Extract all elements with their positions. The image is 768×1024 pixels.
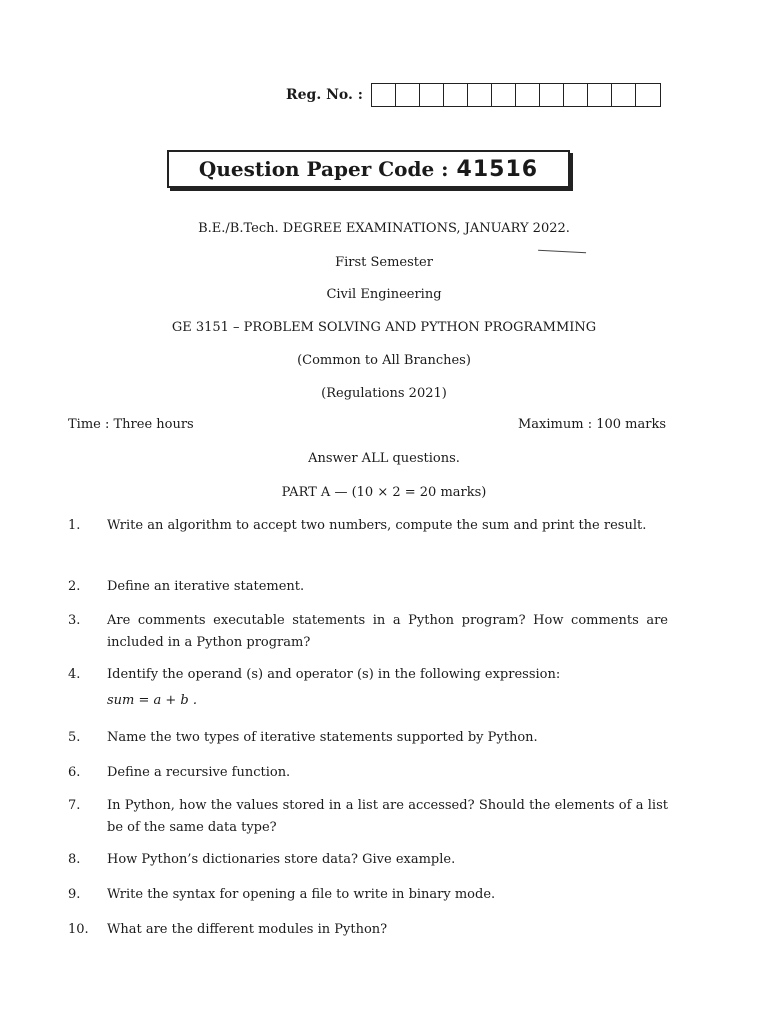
part-heading: PART A — (10 × 2 = 20 marks) — [281, 485, 487, 500]
regulations: (Regulations 2021) — [321, 386, 447, 401]
reg-digit-box[interactable] — [636, 84, 660, 106]
course-title: GE 3151 – PROBLEM SOLVING AND PYTHON PROGRAMMING — [171, 320, 597, 335]
question-text: Write an algorithm to accept two numbers, compute the sum and print the result. — [107, 518, 647, 533]
reg-digit-box[interactable] — [588, 84, 612, 106]
question-text: In Python, how the values stored in a list are accessed? Should the elements of a list be of the same data type? — [107, 798, 668, 835]
reg-digit-box[interactable] — [444, 84, 468, 106]
time-duration: Time : Three hours — [68, 417, 194, 432]
question-number: 8. — [68, 852, 81, 867]
code-value: 41516 — [456, 156, 539, 182]
question-number: 7. — [68, 798, 81, 813]
question-item — [68, 762, 668, 784]
question-item — [68, 884, 668, 906]
question-number: 10. — [68, 922, 89, 937]
question-text: How Python’s dictionaries store data? Give example. — [107, 852, 456, 867]
question-expression: sum = a + b . — [107, 693, 198, 708]
question-item — [68, 515, 668, 537]
reg-number-boxes[interactable] — [371, 83, 661, 107]
question-item — [68, 610, 668, 654]
question-number: 1. — [68, 518, 81, 533]
question-number: 6. — [68, 765, 81, 780]
reg-digit-box[interactable] — [564, 84, 588, 106]
reg-digit-box[interactable] — [612, 84, 636, 106]
question-paper-code-box — [167, 150, 570, 188]
question-item — [68, 576, 668, 598]
question-text: Identify the operand (s) and operator (s) in the following expression: — [107, 667, 561, 682]
question-text: Define a recursive function. — [107, 765, 291, 780]
question-number: 2. — [68, 579, 81, 594]
reg-number-label: Reg. No. : — [286, 87, 363, 103]
question-text: Define an iterative statement. — [107, 579, 305, 594]
reg-digit-box[interactable] — [516, 84, 540, 106]
question-text: Are comments executable statements in a Python program? How comments are included in a Python program? — [107, 613, 668, 650]
exam-title: B.E./B.Tech. DEGREE EXAMINATIONS, JANUARY 2022. — [198, 221, 570, 236]
maximum-marks: Maximum : 100 marks — [517, 417, 666, 432]
question-number: 3. — [68, 613, 81, 628]
reg-number-row — [286, 83, 661, 107]
semester: First Semester — [335, 255, 433, 270]
reg-digit-box[interactable] — [540, 84, 564, 106]
question-text: Write the syntax for opening a file to write in binary mode. — [107, 887, 496, 902]
department: Civil Engineering — [326, 287, 442, 302]
instruction: Answer ALL questions. — [308, 451, 460, 466]
common-note: (Common to All Branches) — [297, 353, 471, 368]
reg-digit-box[interactable] — [420, 84, 444, 106]
question-item — [68, 919, 668, 941]
question-number: 4. — [68, 667, 81, 682]
question-number: 5. — [68, 730, 81, 745]
question-item — [68, 795, 668, 839]
reg-digit-box[interactable] — [468, 84, 492, 106]
code-label: Question Paper Code : — [198, 157, 449, 181]
reg-digit-box[interactable] — [372, 84, 396, 106]
question-number: 9. — [68, 887, 81, 902]
question-item — [68, 849, 668, 871]
question-text: Name the two types of iterative statements supported by Python. — [107, 730, 538, 745]
question-text: What are the different modules in Python? — [107, 922, 388, 937]
question-item — [68, 664, 668, 712]
reg-digit-box[interactable] — [492, 84, 516, 106]
reg-digit-box[interactable] — [396, 84, 420, 106]
question-item — [68, 727, 668, 749]
